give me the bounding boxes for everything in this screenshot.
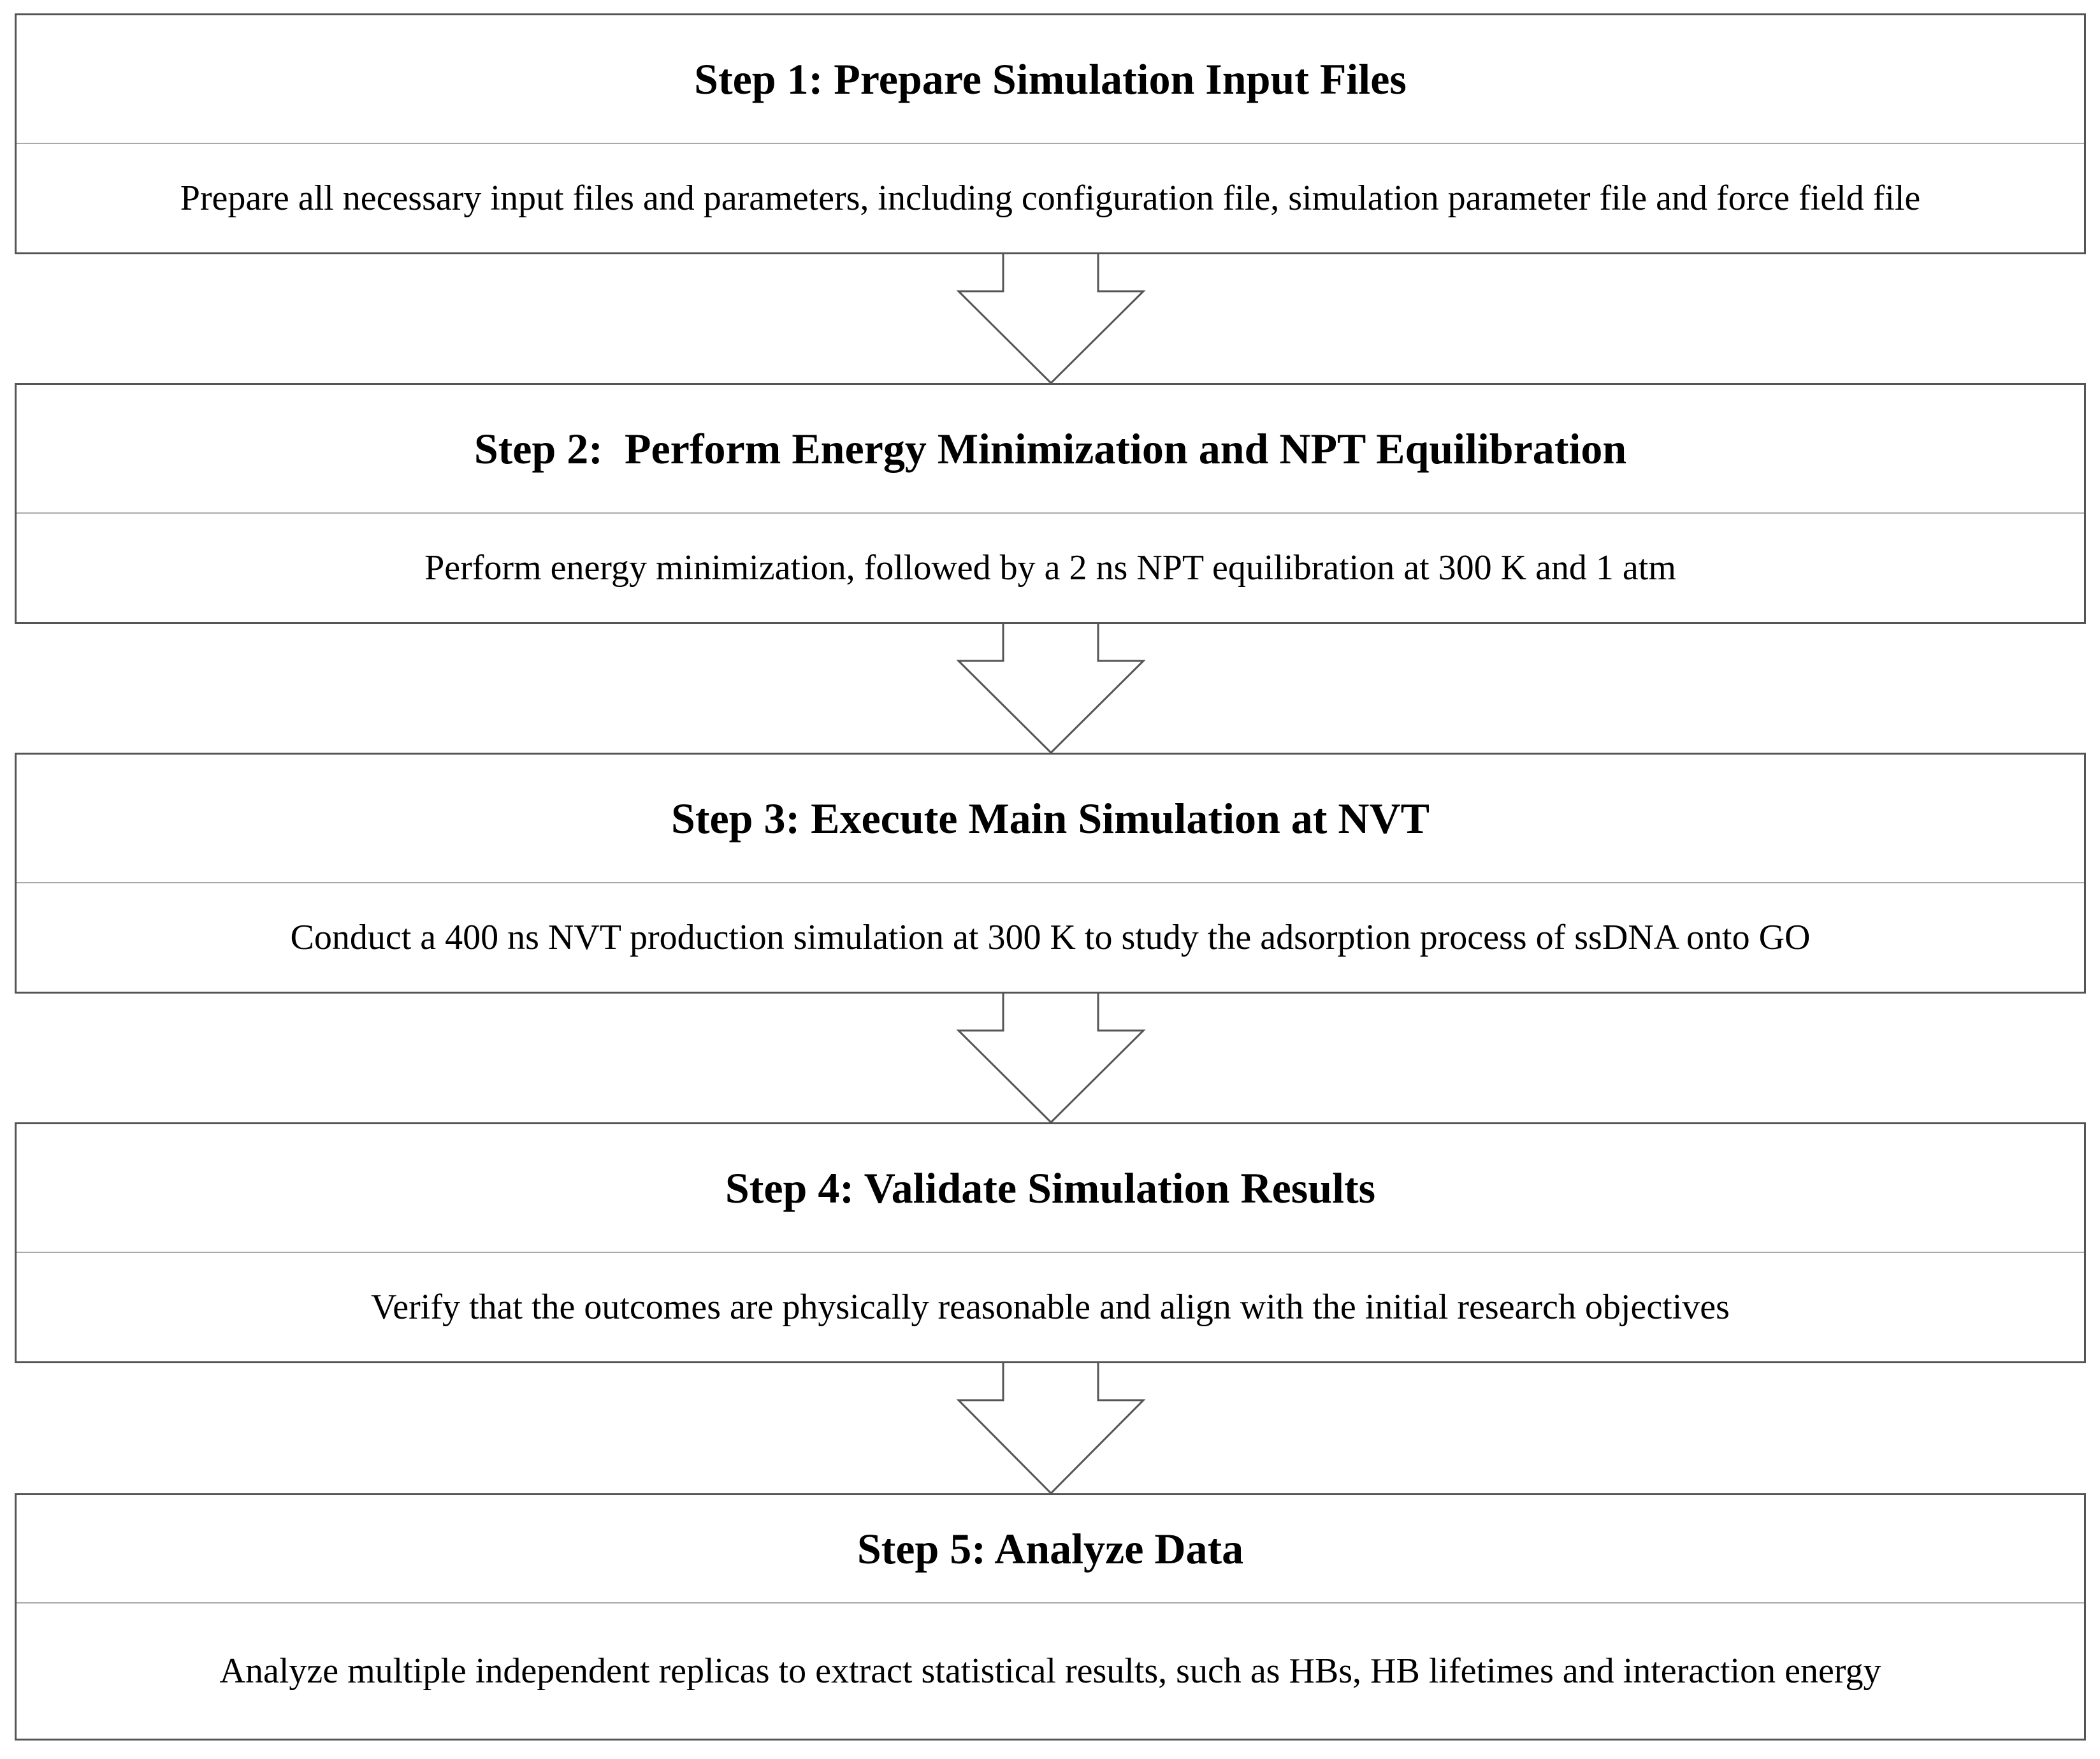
step-3-description: Conduct a 400 ns NVT production simulation at 300 K to study the adsorption process of ssDNA onto GO	[290, 918, 1811, 957]
step-5-title: Step 5: Analyze Data	[17, 1495, 2084, 1603]
step-2-title: Step 2: Perform Energy Minimization and NPT Equilibration	[17, 385, 2084, 514]
step-1-description: Prepare all necessary input files and parameters, including configuration file, simulation parameter file and force field file	[180, 178, 1921, 218]
down-arrow-icon-3	[959, 994, 1143, 1122]
step-5-description: Analyze multiple independent replicas to extract statistical results, such as HBs, HB lifetimes and interaction energy	[219, 1651, 1881, 1691]
down-arrow-icon-1	[959, 254, 1143, 383]
step-2-description: Perform energy minimization, followed by a 2 ns NPT equilibration at 300 K and 1 atm	[424, 548, 1676, 588]
down-arrow-icon-2	[959, 624, 1143, 753]
down-arrow-icon-4	[959, 1363, 1143, 1493]
step-4-description: Verify that the outcomes are physically reasonable and align with the initial research objectives	[371, 1287, 1730, 1327]
step-1-title: Step 1: Prepare Simulation Input Files	[17, 15, 2084, 144]
step-3-title: Step 3: Execute Main Simulation at NVT	[17, 755, 2084, 883]
step-4-title: Step 4: Validate Simulation Results	[17, 1124, 2084, 1253]
